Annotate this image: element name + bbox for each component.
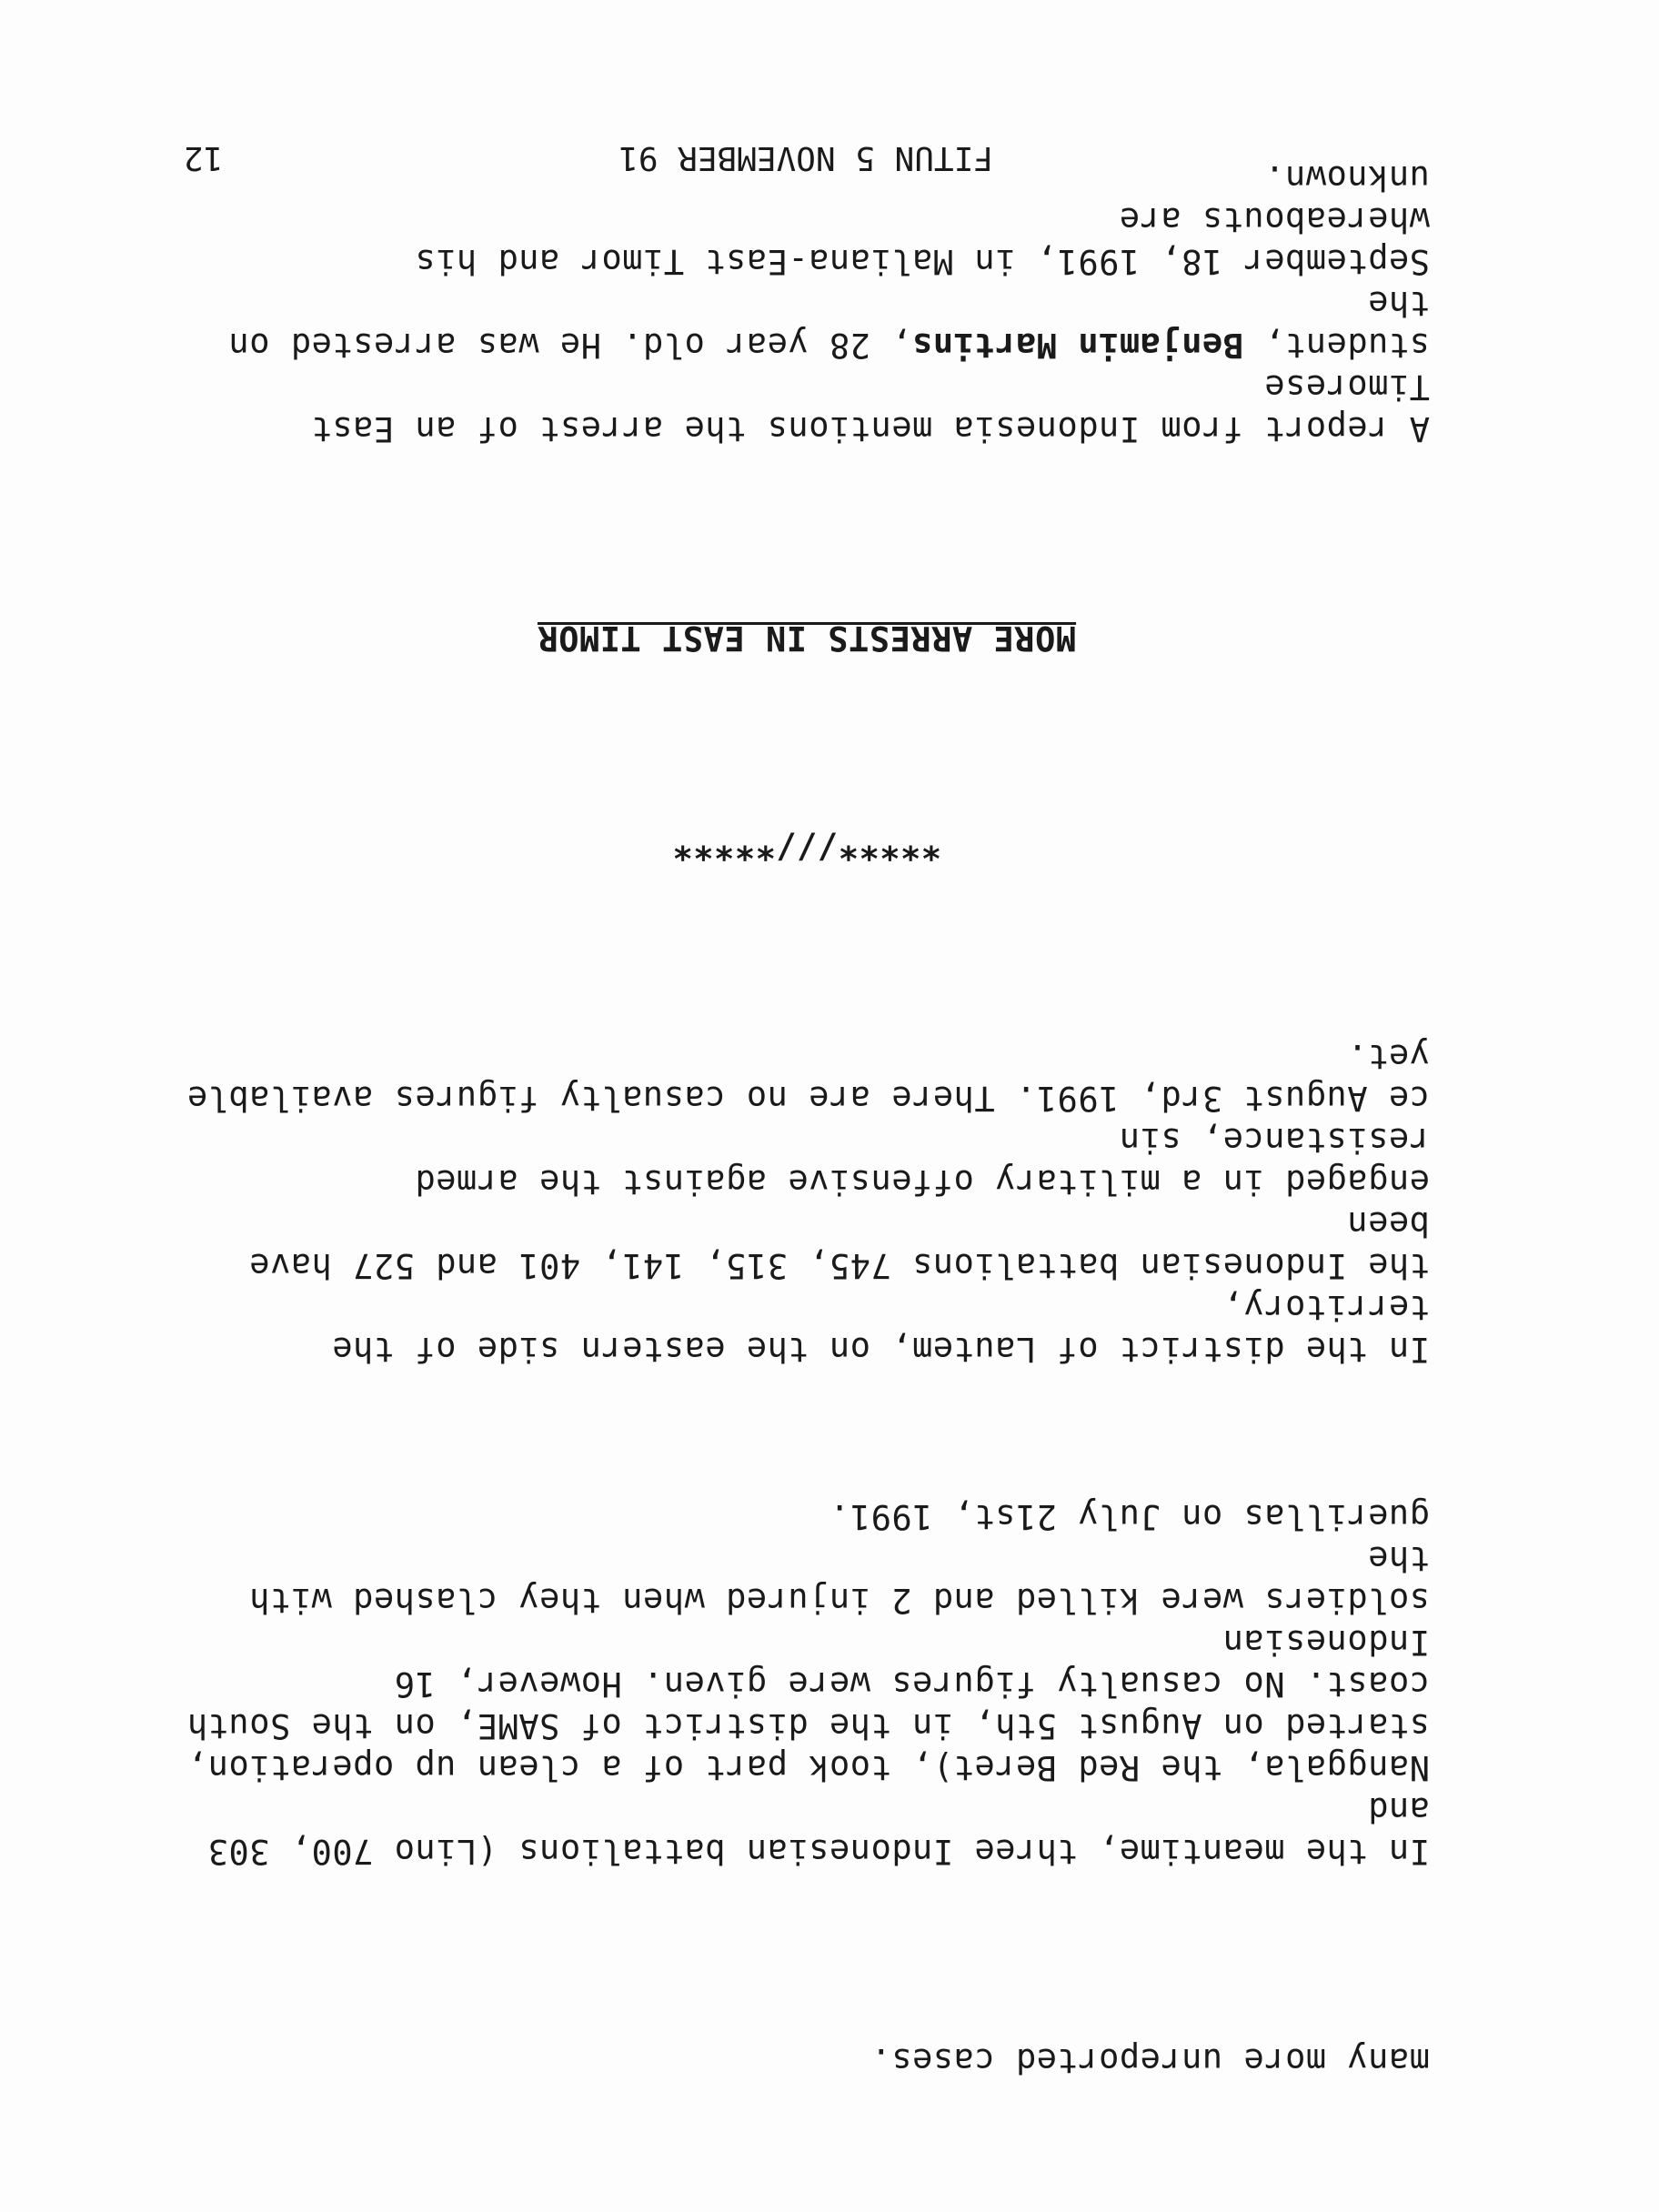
page-number: 12 xyxy=(184,139,224,176)
intro-line: many more unreported cases. xyxy=(870,2041,1430,2080)
separator: *****///***** xyxy=(671,828,942,867)
person-name: Benjamin Martins xyxy=(911,326,1244,365)
section2-paragraph-1 xyxy=(184,156,1430,449)
publication-label: FITUN 5 NOVEMBER 91 xyxy=(618,139,993,176)
section1-paragraph-2: In the district of Lautem, on the eastern side of the territory, the Indonesian battalions 745, 315, 141, 401 and 527 have been engaged in a military offensive against the armed resistance, sin ce August 3rd, 1991. There are no casualty figures available yet. xyxy=(186,1037,1430,1369)
heading-more-arrests: MORE ARRESTS IN EAST TIMOR xyxy=(537,618,1077,658)
paragraph-text: , 28 year old. He was arrested on the September 18, 1991, in Maliana-East Timor and his whereabouts are unknown. xyxy=(227,158,1430,365)
section1-paragraph-1: In the meantime, three Indonesian battalions (Lino 700, 303 and Nanggala, the Red Beret), took part of a clean up operation, started on August 5th, in the district of SAME, on the South coast. No casualty figures were given. However, 16 Indonesian soldiers were killed and 2 injured when they clashed with the guerillas on July 21st, 1991. xyxy=(186,1497,1430,1871)
paragraph-text: A report from Indonesia mentions the arrest of an East Timorese student, xyxy=(311,326,1430,448)
document-body xyxy=(184,0,1430,2165)
page-footer xyxy=(184,136,1430,178)
